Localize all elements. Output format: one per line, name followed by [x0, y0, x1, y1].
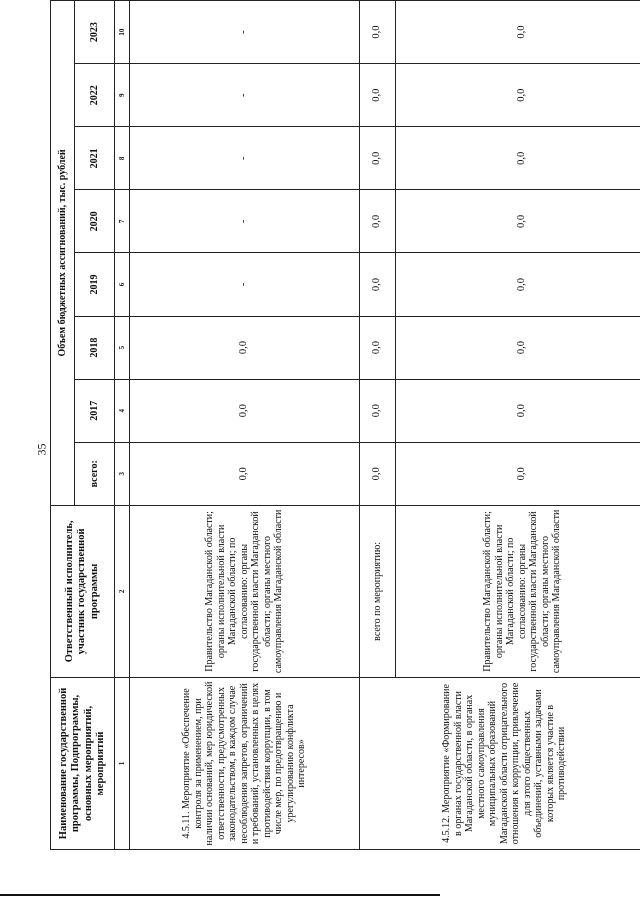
header-total: всего:	[75, 442, 115, 505]
value-cell: 0,0	[396, 127, 640, 190]
executor-cell: Правительство Магаданской области; органы исполнительной власти Магаданской области; по согласованию: органы государственной власти Магаданской области; органы местного самоуправления Магаданской области	[130, 505, 360, 677]
header-year: 2017	[75, 379, 115, 442]
value-cell: 0,0	[130, 379, 360, 442]
column-number: 3	[115, 442, 130, 505]
value-cell: -	[130, 127, 360, 190]
column-number: 10	[115, 1, 130, 64]
value-cell: 0,0	[396, 253, 640, 316]
measure-name: 4.5.12. Мероприятие «Формирование в органах государственной власти Магаданской области, в органах местного самоуправления муниципальных образований Магаданской области отрицательного отношения к коррупции, привлечение для этого общественных объединений, уставными задачами которых является участие в противодействии	[360, 677, 640, 849]
executor-cell: Правительство Магаданской области; органы исполнительной власти Магаданской области; по согласованию: органы государственной власти Магаданской области; органы местного самоуправления Магаданской области	[396, 505, 640, 677]
value-cell: -	[130, 190, 360, 253]
header-year: 2021	[75, 127, 115, 190]
header-executor: Ответственный исполнитель, участник государственной программы	[51, 505, 115, 677]
value-total: 0,0	[360, 442, 396, 505]
value-cell: 0,0	[396, 1, 640, 64]
rotated-table-container	[50, 0, 640, 850]
executor-cell: всего по мероприятию:	[360, 505, 396, 677]
measure-name: 4.5.11. Мероприятие «Обеспечение контроля за применением, при наличии оснований, мер юридической ответственности, предусмотренных законодательством, в каждом случае несоблюдения запретов, ограничений и требований, установленных в целях противодействия коррупции, в том числе мер, по предотвращению и урегулированию конфликта интересов»	[130, 677, 360, 849]
value-total: 0,0	[396, 442, 640, 505]
column-number: 4	[115, 379, 130, 442]
header-year: 2022	[75, 64, 115, 127]
value-cell: 0,0	[360, 64, 396, 127]
value-cell: -	[130, 1, 360, 64]
value-cell: 0,0	[396, 379, 640, 442]
value-cell: -	[130, 253, 360, 316]
value-cell: 0,0	[360, 190, 396, 253]
header-name: Наименование государственной программы, Подпрограммы, основных мероприятий, мероприятий	[51, 677, 115, 849]
value-total: 0,0	[130, 442, 360, 505]
column-number: 7	[115, 190, 130, 253]
header-year: 2023	[75, 1, 115, 64]
value-cell: 0,0	[360, 1, 396, 64]
column-number: 1	[115, 677, 130, 849]
bottom-rule	[0, 894, 440, 896]
table-row	[130, 1, 360, 850]
value-cell: 0,0	[360, 127, 396, 190]
value-cell: 0,0	[130, 316, 360, 379]
column-number-row	[115, 1, 130, 850]
column-number: 6	[115, 253, 130, 316]
header-year: 2018	[75, 316, 115, 379]
value-cell: 0,0	[360, 253, 396, 316]
column-number: 5	[115, 316, 130, 379]
column-number: 2	[115, 505, 130, 677]
value-cell: 0,0	[396, 190, 640, 253]
value-cell: 0,0	[396, 64, 640, 127]
value-cell: -	[130, 64, 360, 127]
table-row	[360, 1, 396, 850]
value-cell: 0,0	[360, 316, 396, 379]
column-number: 8	[115, 127, 130, 190]
value-cell: 0,0	[360, 379, 396, 442]
header-year: 2020	[75, 190, 115, 253]
budget-table	[50, 0, 640, 850]
column-number: 9	[115, 64, 130, 127]
header-year: 2019	[75, 253, 115, 316]
value-cell: 0,0	[396, 316, 640, 379]
page-number: 35	[34, 443, 49, 456]
header-budget-group: Объем бюджетных ассигнований, тыс. рублей	[51, 1, 75, 506]
